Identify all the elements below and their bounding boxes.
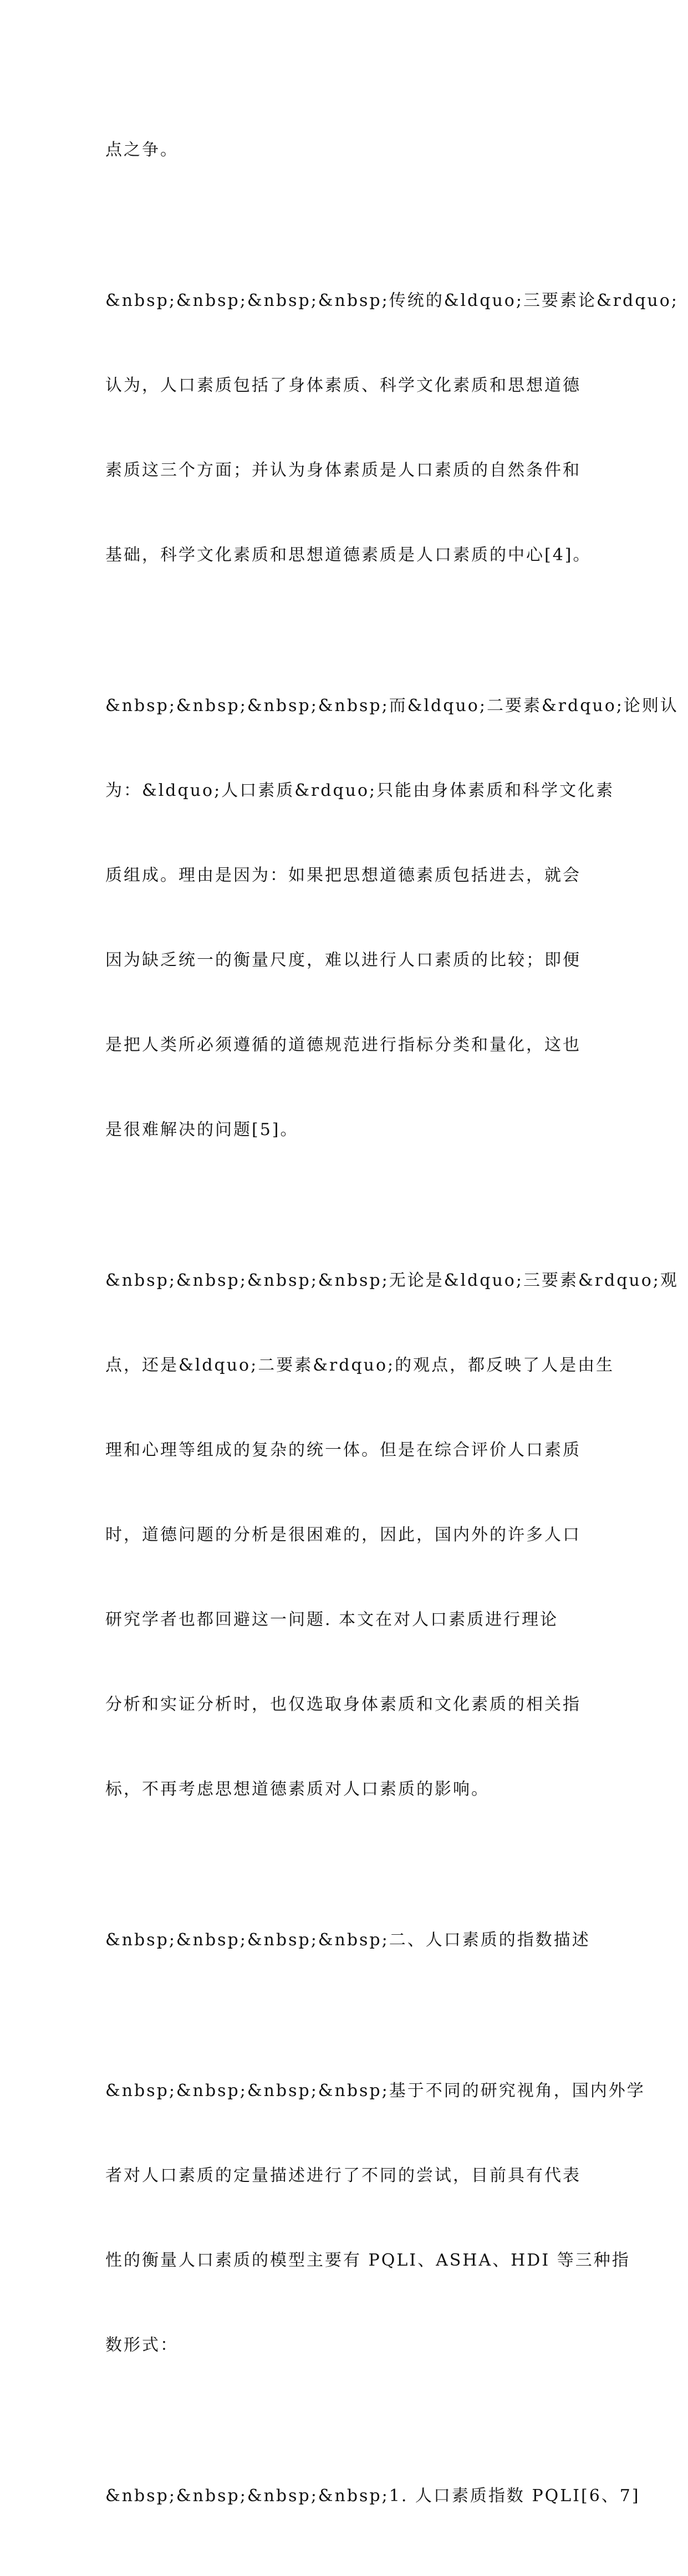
paragraph-4 <box>105 1210 679 1860</box>
text-line: 基础，科学文化素质和思想道德素质是人口素质的中心[4]。 <box>105 545 592 565</box>
text-line: 为：&ldquo;人口素质&rdquo;只能由身体素质和科学文化素 <box>105 781 615 800</box>
text-line: 者对人口素质的定量描述进行了不同的尝试，目前具有代表 <box>105 2166 581 2185</box>
text-line: &nbsp;&nbsp;&nbsp;&nbsp;传统的&ldquo;三要素论&rdquo; <box>105 291 679 310</box>
paragraph-1 <box>105 79 593 221</box>
text-line: 质组成。理由是因为：如果把思想道德素质包括进去，就会 <box>105 866 581 885</box>
section-heading <box>105 1869 593 2011</box>
paragraph-2 <box>105 230 679 626</box>
text-line: 是把人类所必须遵循的道德规范进行指标分类和量化，这也 <box>105 1035 581 1055</box>
text-line: 因为缺乏统一的衡量尺度，难以进行人口素质的比较；即便 <box>105 950 581 970</box>
text-line: &nbsp;&nbsp;&nbsp;&nbsp;基于不同的研究视角，国内外学 <box>105 2081 645 2100</box>
paragraph-5 <box>105 2020 645 2416</box>
text-line: 标，不再考虑思想道德素质对人口素质的影响。 <box>105 1780 490 1799</box>
text-line: 理和心理等组成的复杂的统一体。但是在综合评价人口素质 <box>105 1440 581 1460</box>
text-line: 点之争。 <box>105 140 179 160</box>
text-line: 时，道德问题的分析是很困难的，因此，国内外的许多人口 <box>105 1525 581 1545</box>
text-line: 研究学者也都回避这一问题. 本文在对人口素质进行理论 <box>105 1610 559 1629</box>
document-body <box>105 79 679 2576</box>
paragraph-3 <box>105 635 679 1200</box>
text-line: 点，还是&ldquo;二要素&rdquo;的观点，都反映了人是由生 <box>105 1356 615 1375</box>
subsection-heading <box>105 2425 640 2567</box>
text-line: 性的衡量人口素质的模型主要有 PQLI、ASHA、HDI 等三种指 <box>105 2251 630 2270</box>
text-line: 是很难解决的问题[5]。 <box>105 1120 299 1139</box>
text-line: &nbsp;&nbsp;&nbsp;&nbsp;无论是&ldquo;三要素&rdquo;观 <box>105 1271 679 1290</box>
text-line: 素质这三个方面；并认为身体素质是人口素质的自然条件和 <box>105 461 581 480</box>
text-line: 分析和实证分析时，也仅选取身体素质和文化素质的相关指 <box>105 1695 581 1714</box>
text-line: 认为，人口素质包括了身体素质、科学文化素质和思想道德 <box>105 376 581 395</box>
heading-text: &nbsp;&nbsp;&nbsp;&nbsp;二、人口素质的指数描述 <box>105 1930 590 1950</box>
heading-text: &nbsp;&nbsp;&nbsp;&nbsp;1. 人口素质指数 PQLI[6、7] <box>105 2486 640 2506</box>
text-line: 数形式： <box>105 2335 179 2355</box>
text-line: &nbsp;&nbsp;&nbsp;&nbsp;而&ldquo;二要素&rdquo;论则认 <box>105 696 679 715</box>
